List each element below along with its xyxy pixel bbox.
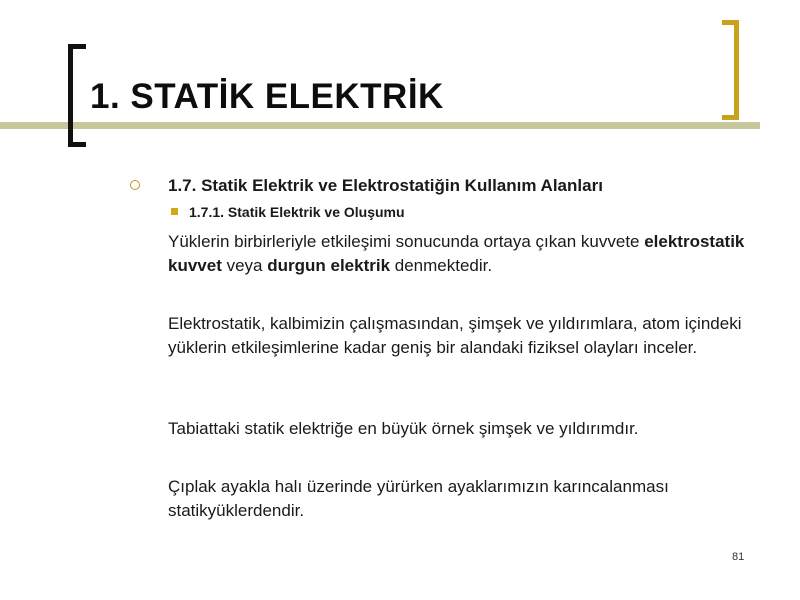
term-elektrostatik-kuvvet: elektrostatik kuvvet	[168, 232, 745, 275]
paragraph-definition	[168, 230, 748, 278]
paragraph-barefoot: Çıplak ayakla halı üzerinde yürürken ayaklarımızın karıncalanması statikyüklerdendir.	[168, 477, 669, 520]
paragraph-example: Tabiattaki statik elektriğe en büyük örnek şimşek ve yıldırımdır.	[168, 419, 639, 438]
subsection-heading: 1.7.1. Statik Elektrik ve Oluşumu	[189, 204, 405, 220]
right-bracket-bottom	[722, 115, 739, 120]
paragraph-text: denmektedir.	[390, 256, 493, 275]
paragraph-text: veya	[221, 256, 268, 275]
left-bracket-side	[68, 44, 73, 147]
square-bullet-icon	[171, 208, 178, 215]
section-heading: 1.7. Statik Elektrik ve Elektrostatiğin Kullanım Alanları	[168, 176, 603, 195]
page-number: 81	[732, 551, 745, 563]
circle-bullet-icon	[130, 180, 140, 190]
paragraph-text: Yüklerin birbirleriyle etkileşimi sonucunda ortaya çıkan kuvvete	[168, 232, 645, 251]
slide-title: 1. STATİK ELEKTRİK	[90, 77, 444, 116]
paragraph-scope: Elektrostatik, kalbimizin çalışmasından, şimşek ve yıldırımlara, atom içindeki yüklerin etkileşimlerine kadar geniş bir alandaki fiziksel olayları inceler.	[168, 314, 742, 357]
title-underline-bar	[0, 122, 760, 129]
right-bracket-side	[734, 20, 739, 120]
left-bracket-bottom	[68, 142, 86, 147]
term-durgun-elektrik: durgun elektrik	[267, 256, 391, 275]
